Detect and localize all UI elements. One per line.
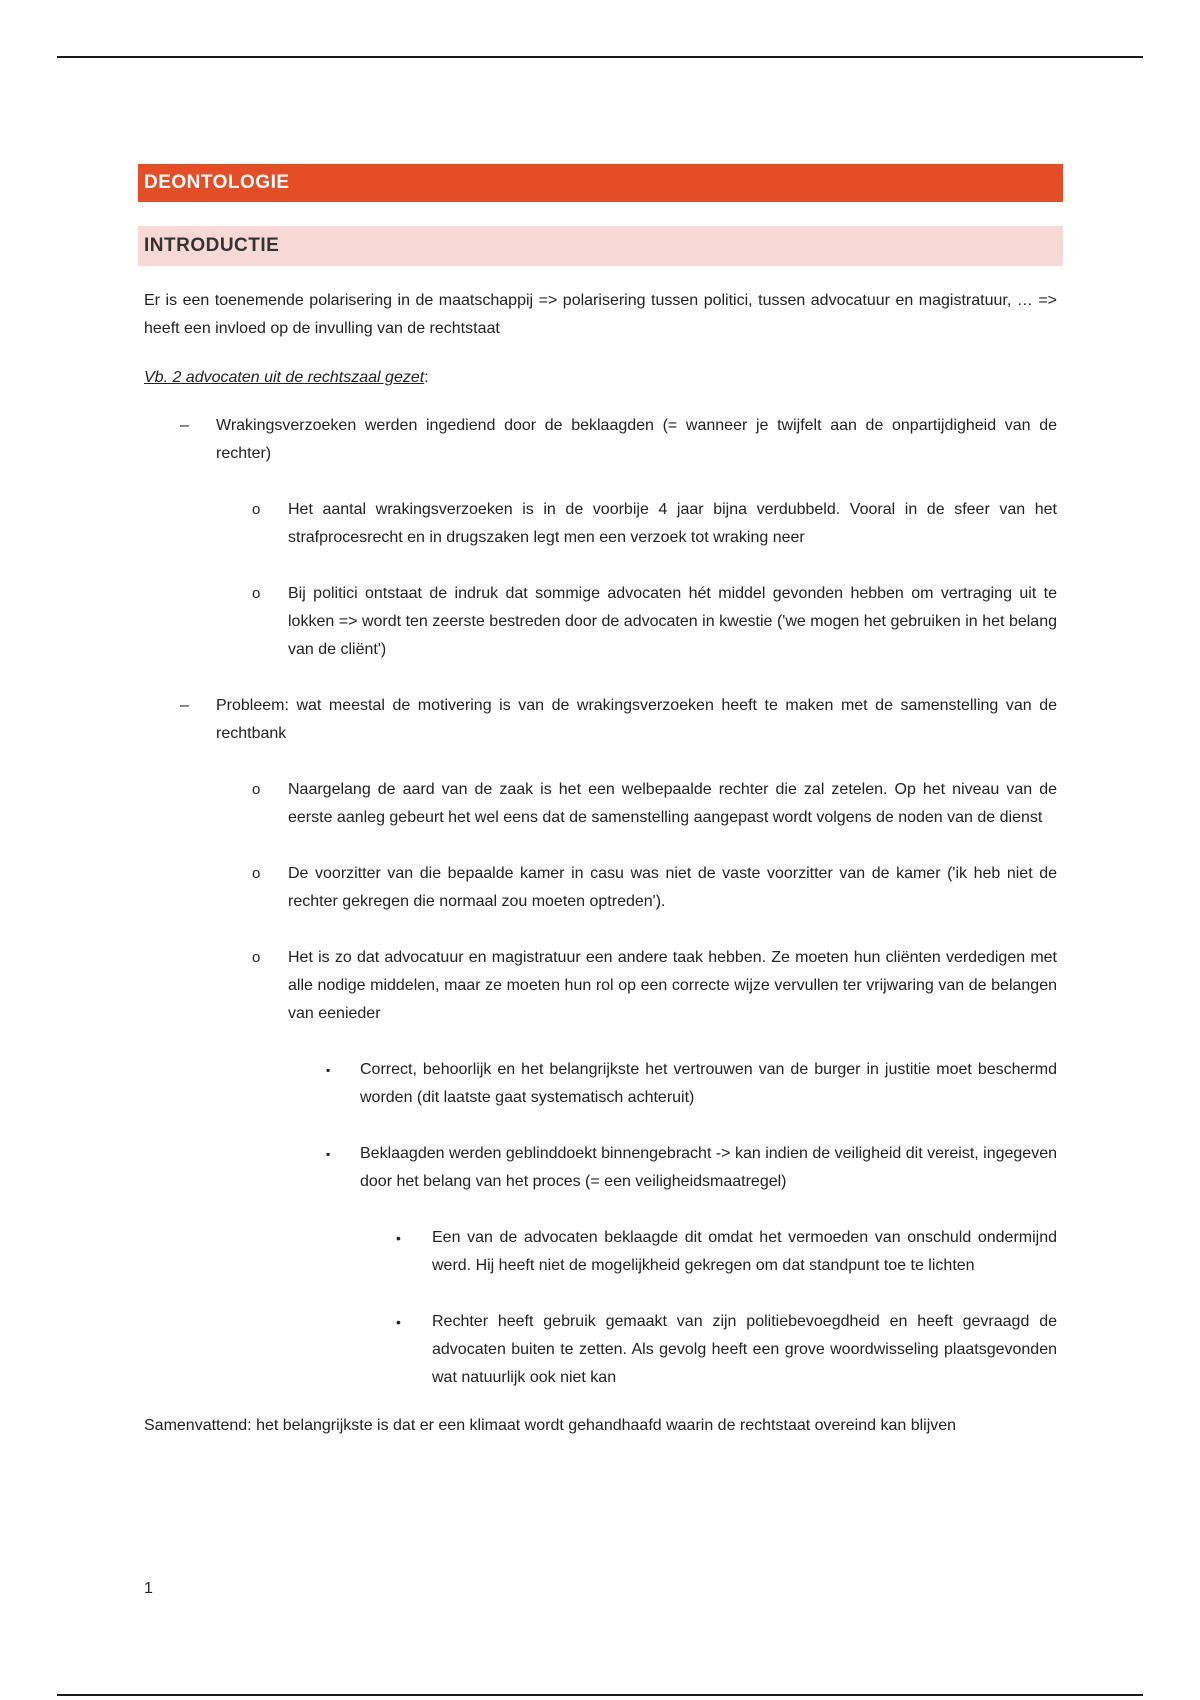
list-item [180,692,1057,748]
example-text: Vb. 2 advocaten uit de rechtszaal gezet [144,369,425,386]
bottom-rule [57,1694,1143,1696]
list-item [396,1308,1057,1392]
circle-marker: o [252,501,261,518]
top-rule [57,56,1143,58]
list-item [252,776,1057,832]
document-page [138,164,1063,1440]
circle-marker: o [252,781,261,798]
list-item-text: Beklaagden werden geblinddoekt binnengebracht -> kan indien de veiligheid dit vereist, ingegeven door het belang van het proces (= een veiligheidsmaatregel) [360,1145,1057,1190]
example-colon: : [424,369,429,386]
list-item [326,1140,1057,1196]
page-number: 1 [144,1580,153,1597]
list-item [396,1224,1057,1280]
list-item [326,1056,1057,1112]
dash-marker: – [180,697,189,714]
list-item-text: Naargelang de aard van de zaak is het een welbepaalde rechter die zal zetelen. Op het niveau van de eerste aanleg gebeurt het wel eens dat de samenstelling aangepast wordt volgens de noden van de dienst [288,781,1057,826]
round-bullet-icon: • [396,1314,401,1330]
list-item [252,944,1057,1028]
list-item-text: Rechter heeft gebruik gemaakt van zijn politiebevoegdheid en heeft gevraagd de advocaten buiten te zetten. Als gevolg heeft een grove woordwisseling plaatsgevonden wat natuurlijk ook niet kan [432,1313,1057,1386]
list-item [252,860,1057,916]
summary-paragraph: Samenvattend: het belangrijkste is dat er een klimaat wordt gehandhaafd waarin de rechtstaat overeind kan blijven [144,1417,957,1434]
circle-marker: o [252,949,261,966]
intro-paragraph: Er is een toenemende polarisering in de maatschappij => polarisering tussen politici, tussen advocatuur en magistratuur, … => heeft een invloed op de invulling van de rechtstaat [144,292,1057,337]
square-bullet-icon: ▪ [326,1063,331,1077]
list-item-text: Wrakingsverzoeken werden ingediend door de beklaagden (= wanneer je twijfelt aan de onpartijdigheid van de rechter) [216,417,1057,462]
list-item-text: Het is zo dat advocatuur en magistratuur een andere taak hebben. Ze moeten hun cliënten verdedigen met alle nodige middelen, maar ze moeten hun rol op een correcte wijze vervullen ter vrijwaring van de belangen van eenieder [288,949,1057,1022]
list-item [180,412,1057,468]
list-item [252,496,1057,552]
round-bullet-icon: • [396,1230,401,1246]
list-item-text: Correct, behoorlijk en het belangrijkste het vertrouwen van de burger in justitie moet beschermd worden (dit laatste gaat systematisch achteruit) [360,1061,1057,1106]
list-item-text: Bij politici ontstaat de indruk dat sommige advocaten hét middel gevonden hebben om vertraging uit te lokken => wordt ten zeerste bestreden door de advocaten in kwestie ('we mogen het gebruiken in het belang van de cliënt') [288,585,1057,658]
circle-marker: o [252,865,261,882]
square-bullet-icon: ▪ [326,1147,331,1161]
list-item-text: De voorzitter van die bepaalde kamer in casu was niet de vaste voorzitter van de kamer ('ik heb niet de rechter gekregen die normaal zou moeten optreden'). [288,865,1057,910]
heading-deontologie: DEONTOLOGIE [138,164,1063,202]
example-heading [138,364,1063,392]
list-item-text: Een van de advocaten beklaagde dit omdat het vermoeden van onschuld ondermijnd werd. Hij heeft niet de mogelijkheid gekregen om dat standpunt toe te lichten [432,1229,1057,1274]
list-item-text: Probleem: wat meestal de motivering is van de wrakingsverzoeken heeft te maken met de samenstelling van de rechtbank [216,697,1057,742]
dash-marker: – [180,417,189,434]
list-item [252,580,1057,664]
heading-introductie: INTRODUCTIE [138,226,1063,266]
list-item-text: Het aantal wrakingsverzoeken is in de voorbije 4 jaar bijna verdubbeld. Vooral in de sfeer van het strafprocesrecht en in drugszaken legt men een verzoek tot wraking neer [288,501,1057,546]
circle-marker: o [252,585,261,602]
